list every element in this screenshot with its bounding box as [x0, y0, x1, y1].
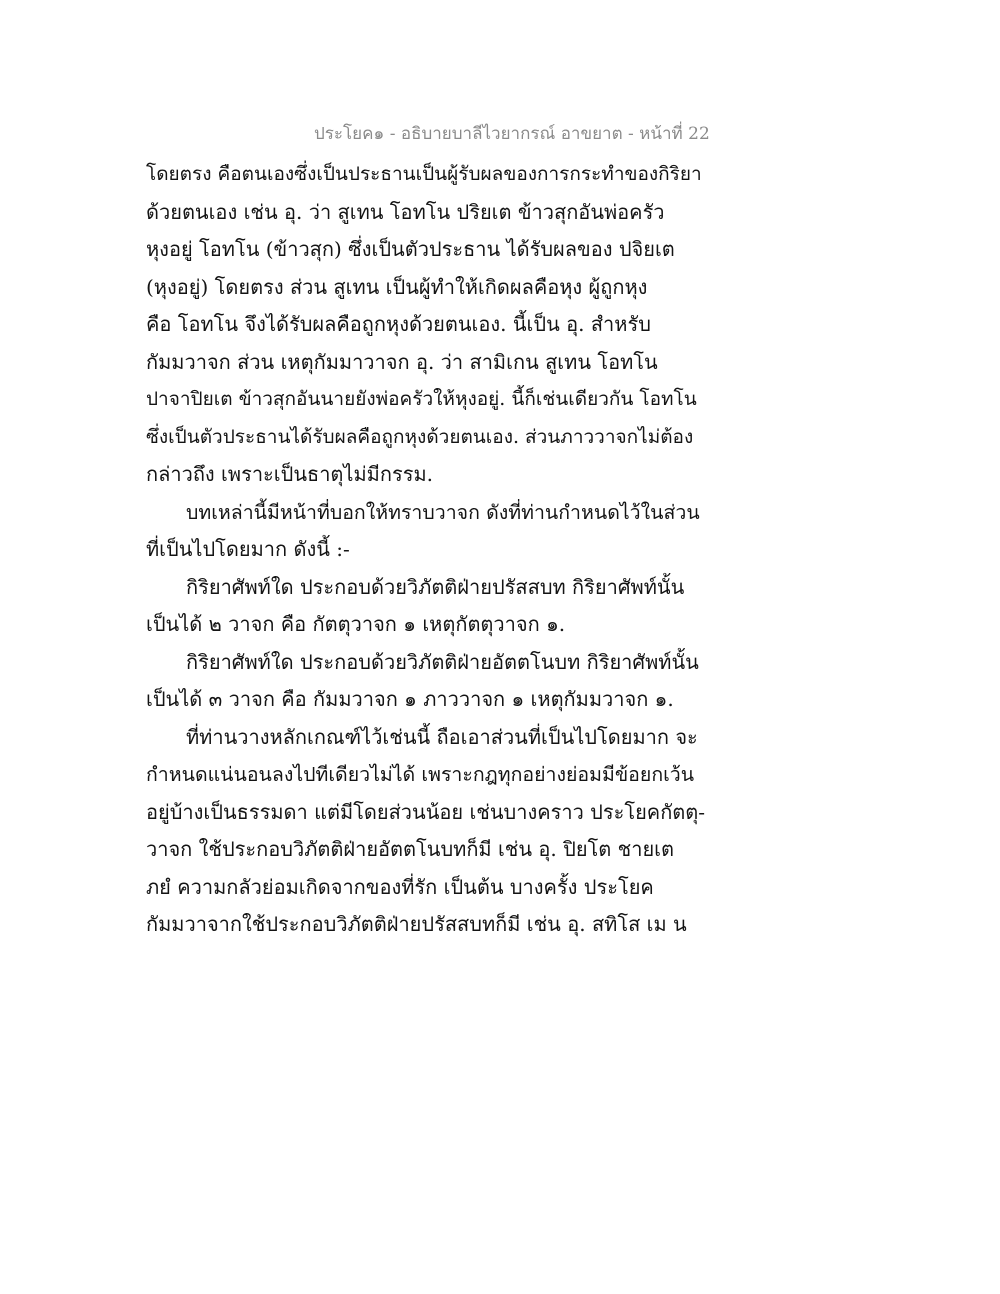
paragraph-start-line: บทเหล่านี้มีหน้าที่บอกให้ทราบวาจก ดังที่ท่านกำหนดไว้ในส่วน	[186, 500, 700, 524]
text-line: วาจก ใช้ประกอบวิภัตติฝ่ายอัตตโนบทก็มี เช่น อุ. ปิยโต ชายเต	[146, 837, 674, 861]
text-line: ภยํ ความกลัวย่อมเกิดจากของที่รัก เป็นต้น บางครั้ง ประโยค	[146, 874, 654, 899]
text-line: เป็นได้ ๓ วาจก คือ กัมมวาจก ๑ ภาววาจก ๑ เหตุกัมมวาจก ๑.	[146, 687, 674, 711]
text-line: คือ โอทโน จึงได้รับผลคือถูกหุงด้วยตนเอง. นี้เป็น อุ. สำหรับ	[146, 312, 651, 336]
text-line: กล่าวถึง เพราะเป็นธาตุไม่มีกรรม.	[146, 462, 433, 486]
text-line: กำหนดแน่นอนลงไปทีเดียวไม่ได้ เพราะกฎทุกอย่างย่อมมีข้อยกเว้น	[146, 763, 695, 786]
body-text	[146, 156, 706, 944]
text-line: กัมมวาจก ส่วน เหตุกัมมาวาจก อุ. ว่า สามิเกน สูเทน โอทโน	[146, 349, 658, 374]
text-line: ด้วยตนเอง เช่น อุ. ว่า สูเทน โอทโน ปริยเต ข้าวสุกอันพ่อครัว	[146, 199, 665, 224]
text-line: ปาจาปิยเต ข้าวสุกอันนายยังพ่อครัวให้หุงอยู่. นี้ก็เช่นเดียวกัน โอทโน	[146, 388, 697, 410]
text-line: อยู่บ้างเป็นธรรมดา แต่มีโดยส่วนน้อย เช่นบางคราว ประโยคกัตตุ-	[146, 799, 706, 824]
text-line: โดยตรง คือตนเองซึ่งเป็นประธานเป็นผู้รับผลของการกระทำของกิริยา	[146, 163, 702, 185]
text-line: หุงอยู่ โอทโน (ข้าวสุก) ซึ่งเป็นตัวประธาน ได้รับผลของ ปจิยเต	[146, 237, 675, 261]
text-line: ซึ่งเป็นตัวประธานได้รับผลคือถูกหุงด้วยตนเอง. ส่วนภาววาจกไม่ต้อง	[146, 425, 694, 448]
paragraph-start-line: กิริยาศัพท์ใด ประกอบด้วยวิภัตติฝ่ายปรัสสบท กิริยาศัพท์นั้น	[186, 574, 685, 599]
running-header: ประโยค๑ - อธิบายบาลีไวยากรณ์ อาขยาต - หน้าที่ 22	[314, 124, 710, 144]
text-line: เป็นได้ ๒ วาจก คือ กัตตุวาจก ๑ เหตุกัตตุวาจก ๑.	[146, 612, 566, 636]
paragraph-start-line: ที่ท่านวางหลักเกณฑ์ไว้เช่นนี้ ถือเอาส่วนที่เป็นไปโดยมาก จะ	[186, 724, 698, 749]
paragraph-start-line: กิริยาศัพท์ใด ประกอบด้วยวิภัตติฝ่ายอัตตโนบท กิริยาศัพท์นั้น	[186, 649, 699, 674]
text-line: ที่เป็นไปโดยมาก ดังนี้ :-	[146, 537, 350, 561]
text-line: (หุงอยู่) โดยตรง ส่วน สูเทน เป็นผู้ทำให้เกิดผลคือหุง ผู้ถูกหุง	[146, 274, 648, 299]
text-line: กัมมวาจากใช้ประกอบวิภัตติฝ่ายปรัสสบทก็มี เช่น อุ. สทิโส เม น	[146, 912, 687, 936]
